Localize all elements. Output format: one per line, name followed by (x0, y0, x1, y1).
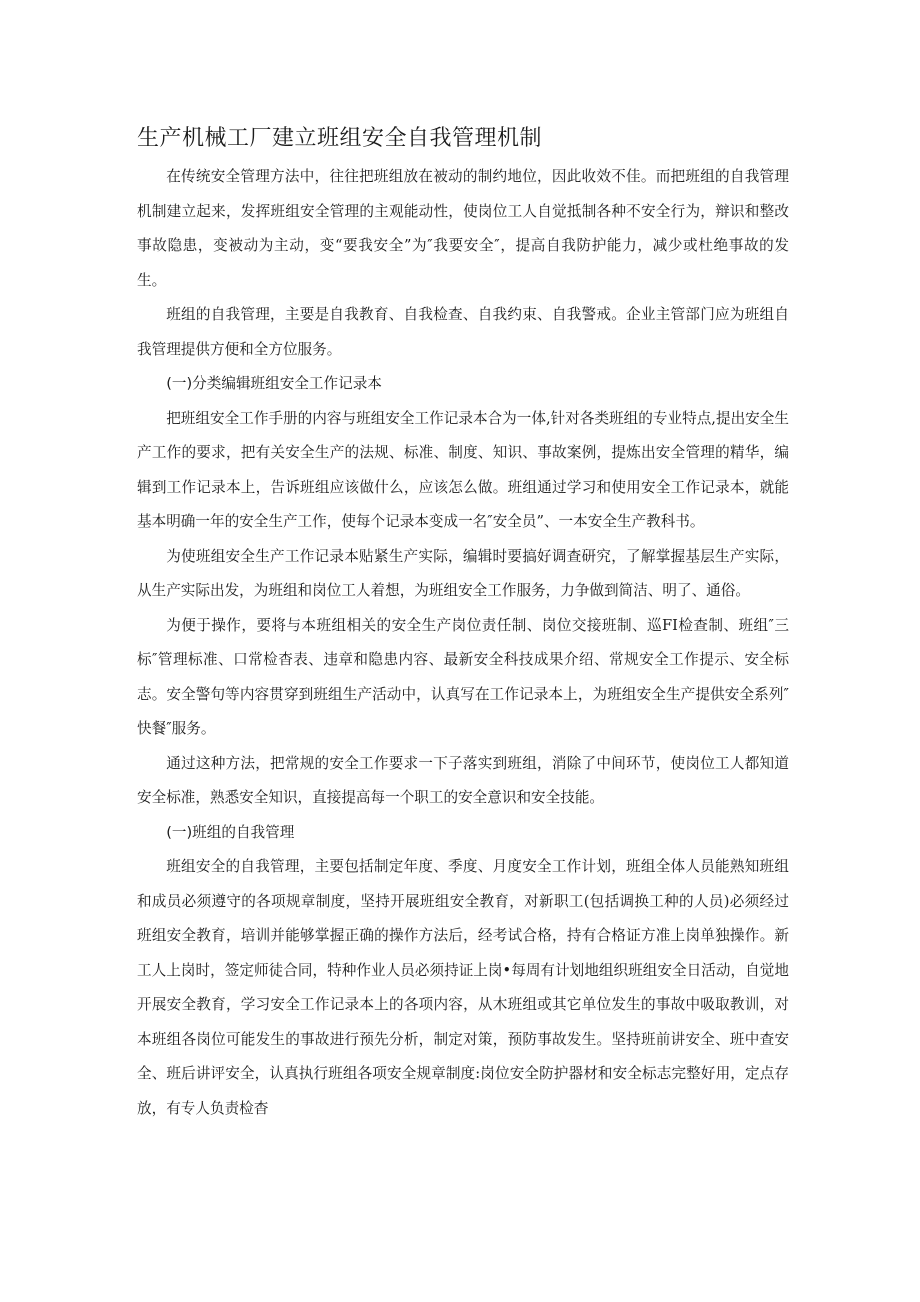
paragraph-self-management: 班组的自我管理，主要是自我教育、自我检查、自我约束、自我警戒。企业主管部门应为班组自我管理提供方便和全方位服务。 (137, 306, 789, 358)
document-page (137, 122, 789, 1126)
paragraph-intro: 在传统安全管理方法中，往往把班组放在被动的制约地位，因此收效不佳。而把班组的自我管理机制建立起来，发挥班组安全管理的主观能动性，使岗位工人自觉抵制各种不安全行为，辩识和整改事故隐患，变被动为主动，变“要我安全”为″我要安全″，提高自我防护能力，减少或杜绝事故的发生。 (137, 168, 789, 289)
paragraph-team-self-management: 班组安全的自我管理，主要包括制定年度、季度、月度安全工作计划，班组全体人员能熟知班组和成员必须遵守的各项规章制度，坚持开展班组安全教育，对新职工(包括调换工种的人员)必须经过班组安全教育，培训并能够掌握正确的操作方法后，经考试合格，持有合格证方准上岗单独操作。新工人上岗时，签定师徒合同，特种作业人员必须持证上岗•每周有计划地组织班组安全日活动，自觉地开展安全教育，学习安全工作记录本上的各项内容，从木班组或其它单位发生的事故中吸取教训，对本班组各岗位可能发生的事故进行预先分析，制定对策，预防事故发生。坚持班前讲安全、班中查安全、班后讲评安全，认真执行班组各项安全规章制度:岗位安全防护器材和安全标志完整好用，定点存放，有专人负责检杳 (137, 858, 789, 1117)
paragraph-record-book: 把班组安全工作手册的内容与班组安全工作记录本合为一体,针对各类班组的专业特点,提出安全生产工作的要求，把有关安全生产的法规、标准、制度、知识、事故案例，提炼出安全管理的精华，编辑到工作记录本上，告诉班组应该做什么，应该怎么做。班组通过学习和使用安全工作记录本，就能基本明确一年的安全生产工作，使每个记录本变成一名″安全员”、一本安全生产教科书。 (137, 409, 789, 530)
document-title: 生产机械工厂建立班组安全自我管理机制 (137, 126, 543, 151)
paragraph-record-book-practice: 为使班组安全生产工作记录本贴紧生产实际，编辑时要搞好调查研究，了解掌握基层生产实际，从生产实际出发，为班组和岗位工人着想，为班组安全工作服务，力争做到简洁、明了、通俗。 (137, 547, 789, 599)
paragraph-record-book-result: 通过这种方法，把常规的安全工作要求一下子落实到班组，消除了中间环节，使岗位工人都知道安全标准，熟悉安全知识，直接提高每一个职工的安全意识和安全技能。 (137, 754, 789, 806)
section-heading-record-book: (一)分类编辑班组安全工作记录本 (166, 375, 382, 392)
section-heading-self-management: (一)班组的自我管理 (166, 823, 295, 841)
paragraph-record-book-operation: 为便于操作，要将与本班组相关的安全生产岗位责任制、岗位交接班制、巡FI检查制、班组″三标″管理标准、口常检杳表、违章和隐患内容、最新安全科技成果介绍、常规安全工作提示、安全标志。安全警句等内容贯穿到班组生产活动中，认真写在工作记录本上，为班组安全生产提供安全系列″快餐″服务。 (137, 616, 789, 737)
